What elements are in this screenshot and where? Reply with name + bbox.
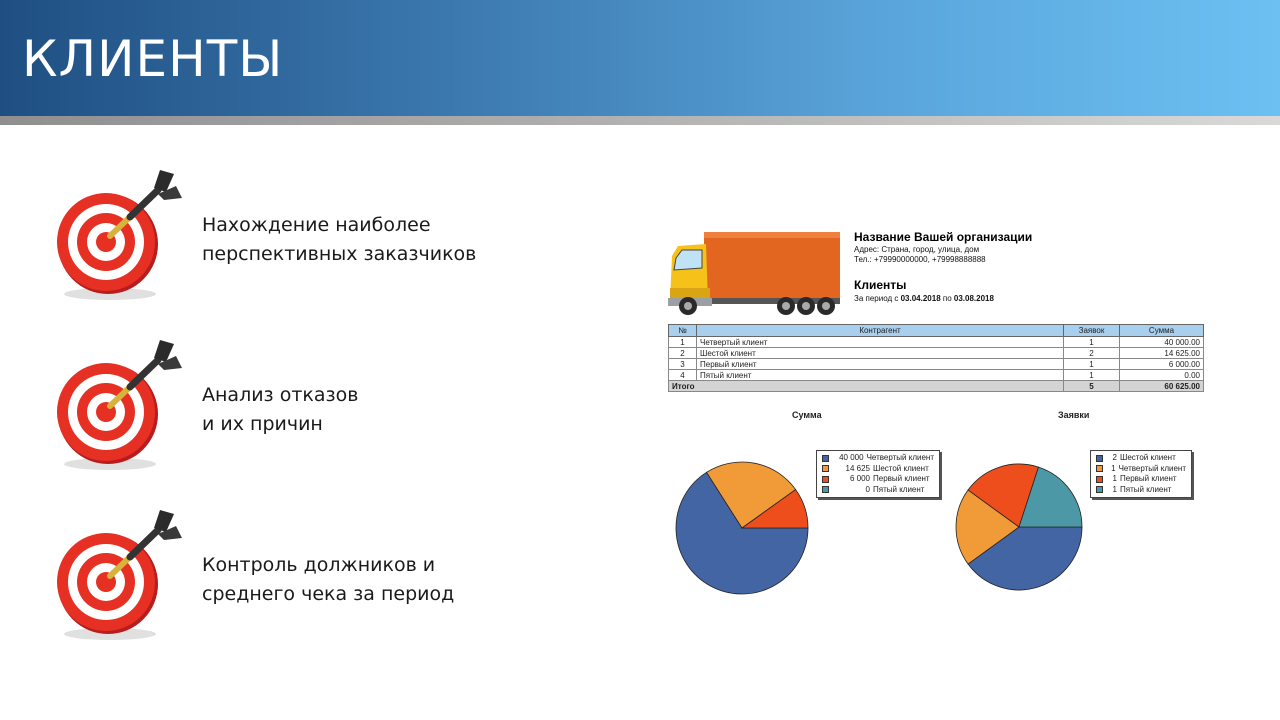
clients-table — [668, 324, 1204, 392]
slide-title: КЛИЕНТЫ — [22, 30, 284, 88]
bullet-line: среднего чека за период — [202, 583, 455, 605]
dart-target-icon — [52, 336, 192, 476]
table-cell: 6 000.00 — [1120, 359, 1204, 370]
bullet-item — [52, 336, 492, 476]
column-header: Контрагент — [697, 325, 1064, 337]
legend-value: 1 — [1112, 484, 1117, 494]
legend-item — [1096, 485, 1186, 496]
legend-swatch — [1096, 486, 1103, 493]
table-cell: 1 — [1064, 370, 1120, 381]
legend-swatch — [822, 465, 829, 472]
legend-swatch — [822, 455, 829, 462]
table-row — [669, 337, 1204, 348]
legend-item — [822, 453, 934, 464]
column-header: № — [669, 325, 697, 337]
legend-value: 40 000 — [839, 453, 864, 462]
legend-label: Первый клиент — [1120, 474, 1177, 483]
table-cell: Четвертый клиент — [697, 337, 1064, 348]
table-row — [669, 370, 1204, 381]
bullet-line: и их причин — [202, 413, 323, 435]
legend-value: 6 000 — [849, 474, 870, 483]
bullet-line: Анализ отказов — [202, 384, 359, 406]
period-to: 03.08.2018 — [953, 294, 994, 303]
legend-label: Шестой клиент — [873, 463, 929, 473]
bullet-line: Нахождение наиболее — [202, 214, 431, 236]
table-row — [669, 359, 1204, 370]
truck-icon — [666, 226, 842, 318]
bullet-line: Контроль должников и — [202, 554, 436, 576]
table-total-row — [669, 381, 1204, 392]
chart-legend — [1090, 450, 1192, 498]
table-cell: 14 625.00 — [1120, 348, 1204, 359]
period-mid: по — [942, 294, 952, 303]
legend-swatch — [822, 486, 829, 493]
table-cell: Шестой клиент — [697, 348, 1064, 359]
table-cell: 1 — [1064, 337, 1120, 348]
period-prefix: За период с — [854, 294, 899, 303]
table-cell: 1 — [1064, 359, 1120, 370]
legend-value: 14 625 — [845, 463, 870, 473]
total-label: Итого — [669, 381, 1064, 392]
report-header — [854, 230, 1032, 303]
table-cell: 0.00 — [1120, 370, 1204, 381]
bullet-line: перспективных заказчиков — [202, 243, 477, 265]
report-title: Клиенты — [854, 278, 907, 292]
table-cell: 2 — [1064, 348, 1120, 359]
legend-value: 0 — [865, 484, 870, 494]
organization-address: Адрес: Страна, город, улица, дом — [854, 245, 980, 254]
table-cell: 40 000.00 — [1120, 337, 1204, 348]
organization-name: Название Вашей организации — [854, 230, 1033, 244]
dart-target-icon — [52, 506, 192, 646]
legend-item — [822, 485, 934, 496]
legend-item — [1096, 474, 1186, 485]
table-cell: 3 — [669, 359, 697, 370]
header-divider — [0, 116, 1280, 125]
legend-item — [822, 464, 934, 475]
total-count: 5 — [1064, 381, 1120, 392]
legend-swatch — [1096, 455, 1103, 462]
legend-item — [822, 474, 934, 485]
bullet-text — [202, 551, 454, 609]
legend-item — [1096, 464, 1186, 475]
table-cell: 2 — [669, 348, 697, 359]
pie-chart-sum — [674, 460, 810, 596]
legend-item — [1096, 453, 1186, 464]
period-from: 03.04.2018 — [900, 294, 941, 303]
legend-label: Четвертый клиент — [866, 453, 934, 462]
legend-value: 1 — [1112, 474, 1117, 483]
table-header-row — [669, 325, 1204, 337]
bullet-text — [202, 211, 476, 269]
legend-label: Первый клиент — [873, 474, 930, 483]
chart-title: Заявки — [1058, 410, 1090, 420]
total-sum: 60 625.00 — [1120, 381, 1204, 392]
table-cell: Пятый клиент — [697, 370, 1064, 381]
bullet-item — [52, 506, 492, 646]
table-cell: 4 — [669, 370, 697, 381]
legend-swatch — [1096, 476, 1103, 483]
pie-chart-requests — [954, 462, 1084, 592]
column-header: Сумма — [1120, 325, 1204, 337]
report-screenshot — [666, 222, 1206, 612]
legend-label: Шестой клиент — [1120, 453, 1176, 462]
legend-swatch — [1096, 465, 1103, 472]
table-row — [669, 348, 1204, 359]
bullet-item — [52, 166, 492, 306]
legend-value: 1 — [1111, 463, 1116, 473]
chart-legend — [816, 450, 940, 498]
legend-value: 2 — [1112, 453, 1117, 462]
legend-label: Четвертый клиент — [1118, 463, 1186, 473]
column-header: Заявок — [1064, 325, 1120, 337]
report-period — [854, 294, 1032, 303]
chart-title: Сумма — [792, 410, 822, 420]
table-cell: 1 — [669, 337, 697, 348]
table-cell: Первый клиент — [697, 359, 1064, 370]
legend-label: Пятый клиент — [1120, 484, 1172, 494]
organization-phone: Тел.: +79990000000, +79998888888 — [854, 255, 986, 264]
legend-label: Пятый клиент — [873, 484, 925, 494]
slide-header — [0, 0, 1280, 116]
bullet-text — [202, 381, 358, 439]
legend-swatch — [822, 476, 829, 483]
dart-target-icon — [52, 166, 192, 306]
